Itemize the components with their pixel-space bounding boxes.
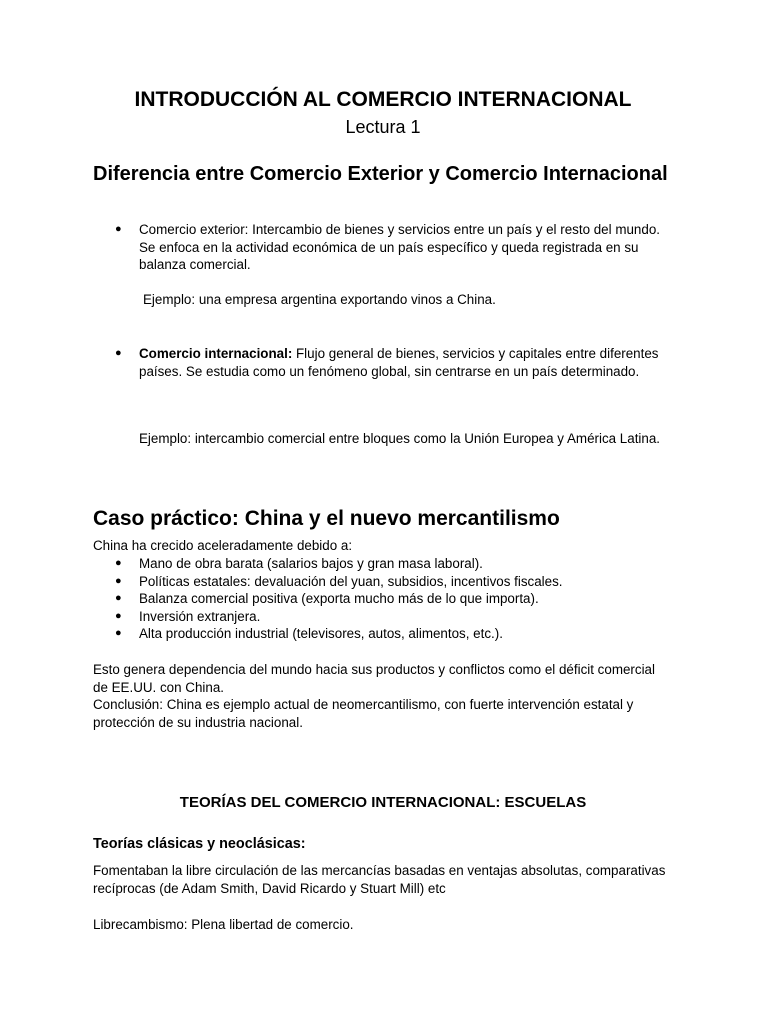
paragraph-librecambismo: Librecambismo: Plena libertad de comercio. [93, 917, 354, 932]
paragraph-dependencia: Esto genera dependencia del mundo hacia sus productos y conflictos como el déficit comercial de EE.UU. con China. [93, 662, 655, 695]
bullet-icon: ● [115, 557, 122, 569]
paragraph-conclusion: Conclusión: China es ejemplo actual de neomercantilismo, con fuerte intervención estatal y protección de su industria nacional. [93, 697, 634, 730]
term-label: Comercio internacional: [139, 346, 293, 361]
paragraph-fomentaban: Fomentaban la libre circulación de las mercancías basadas en ventajas absolutas, comparativas recíprocas (de Adam Smith, David Ricardo y Stuart Mill) etc [93, 863, 666, 896]
subheading-teorias-clasicas: Teorías clásicas y neoclásicas: [93, 836, 306, 852]
bullet-icon: ● [115, 223, 122, 235]
list-item-text: Balanza comercial positiva (exporta mucho más de lo que importa). [139, 591, 539, 606]
list-item-text: Políticas estatales: devaluación del yuan, subsidios, incentivos fiscales. [139, 574, 563, 589]
section-heading-teorias: TEORÍAS DEL COMERCIO INTERNACIONAL: ESCUELAS [179, 794, 587, 811]
section-heading-caso-practico: Caso práctico: China y el nuevo mercantilismo [93, 507, 560, 530]
bullet-icon: ● [115, 610, 122, 622]
list-item-text: Flujo general de bienes, servicios y capitales entre diferentes países. Se estudia como un fenómeno global, sin centrarse en un país determinado. [139, 346, 659, 379]
bullet-icon: ● [115, 592, 122, 604]
bullet-icon: ● [115, 347, 122, 359]
list-item-text: Mano de obra barata (salarios bajos y gran masa laboral). [139, 556, 483, 571]
list-item-text: Inversión extranjera. [139, 609, 261, 624]
bullet-icon: ● [115, 627, 122, 639]
document-subtitle: Lectura 1 [345, 117, 421, 137]
document-title: INTRODUCCIÓN AL COMERCIO INTERNACIONAL [134, 88, 632, 111]
list-item-text: Comercio exterior: Intercambio de bienes y servicios entre un país y el resto del mundo. Se enfoca en la actividad económica de un país específico y queda registrada en su balanza comercial. [139, 222, 660, 273]
bullet-icon: ● [115, 575, 122, 587]
example-exterior: Ejemplo: una empresa argentina exportando vinos a China. [143, 292, 496, 307]
example-internacional: Ejemplo: intercambio comercial entre bloques como la Unión Europea y América Latina. [139, 431, 661, 446]
section-heading-diferencia: Diferencia entre Comercio Exterior y Comercio Internacional [93, 163, 668, 185]
paragraph-intro: China ha crecido aceleradamente debido a: [93, 538, 353, 553]
list-item-text: Alta producción industrial (televisores, autos, alimentos, etc.). [139, 626, 503, 641]
